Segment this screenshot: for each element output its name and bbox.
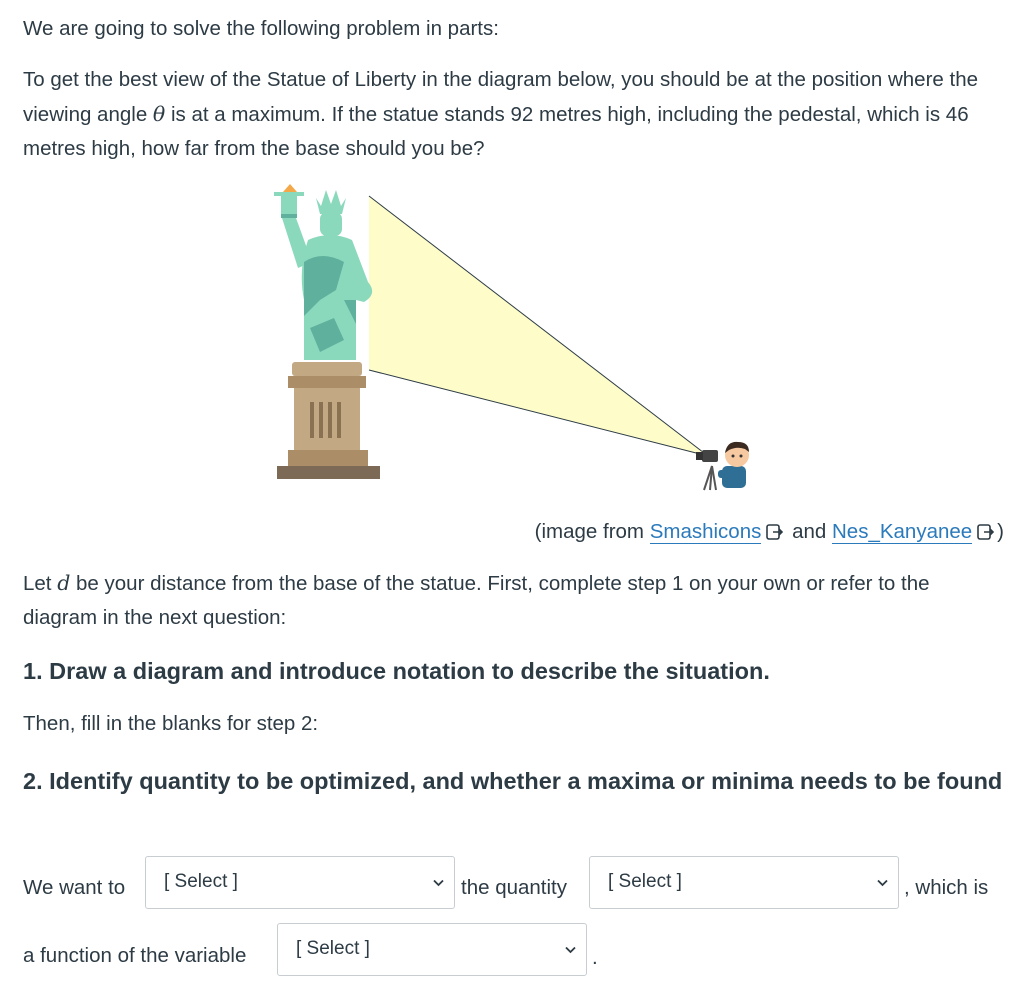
- period-label: .: [592, 946, 598, 969]
- variable-select[interactable]: [ Select ]: [277, 923, 587, 976]
- statue-of-liberty-icon: [274, 184, 380, 479]
- external-link-icon: [977, 524, 995, 540]
- chevron-down-icon: [565, 946, 576, 954]
- problem-statement: To get the best view of the Statue of Liberty in the diagram below, you should be at the position where the viewing angle θ is at a maximum. If the statue stands 92 metres high, including the pedestal, which is 46 metres high, how far from the base should you be?: [23, 68, 978, 160]
- the-quantity-label: the quantity: [461, 876, 567, 899]
- variable-definition: Let d be your distance from the base of the statue. First, complete step 1 on your own or refer to the diagram in the next question:: [23, 571, 930, 629]
- image-credit: (image from Smashicons and Nes_Kanyanee ): [534, 520, 1004, 543]
- nes-kanyanee-link[interactable]: Nes_Kanyanee: [831, 520, 973, 543]
- quantity-select[interactable]: [ Select ]: [589, 856, 899, 909]
- which-is-label: , which is: [904, 876, 989, 899]
- step1-heading: 1. Draw a diagram and introduce notation to describe the situation.: [23, 658, 770, 684]
- chevron-down-icon: [433, 879, 444, 887]
- instruction-text: Then, fill in the blanks for step 2:: [23, 712, 319, 735]
- function-of-label: a function of the variable: [23, 944, 247, 967]
- optimize-direction-select[interactable]: [ Select ]: [145, 856, 455, 909]
- smashicons-link[interactable]: Smashicons: [649, 520, 762, 543]
- camera-person-icon: [696, 442, 749, 490]
- intro-text: We are going to solve the following problem in parts:: [23, 17, 499, 40]
- external-link-icon: [766, 524, 784, 540]
- step2-heading: 2. Identify quantity to be optimized, and whether a maxima or minima needs to be found: [23, 768, 1003, 794]
- theta-symbol: θ: [152, 102, 166, 126]
- d-symbol: d: [57, 571, 71, 595]
- we-want-to-label: We want to: [23, 876, 126, 899]
- chevron-down-icon: [877, 879, 888, 887]
